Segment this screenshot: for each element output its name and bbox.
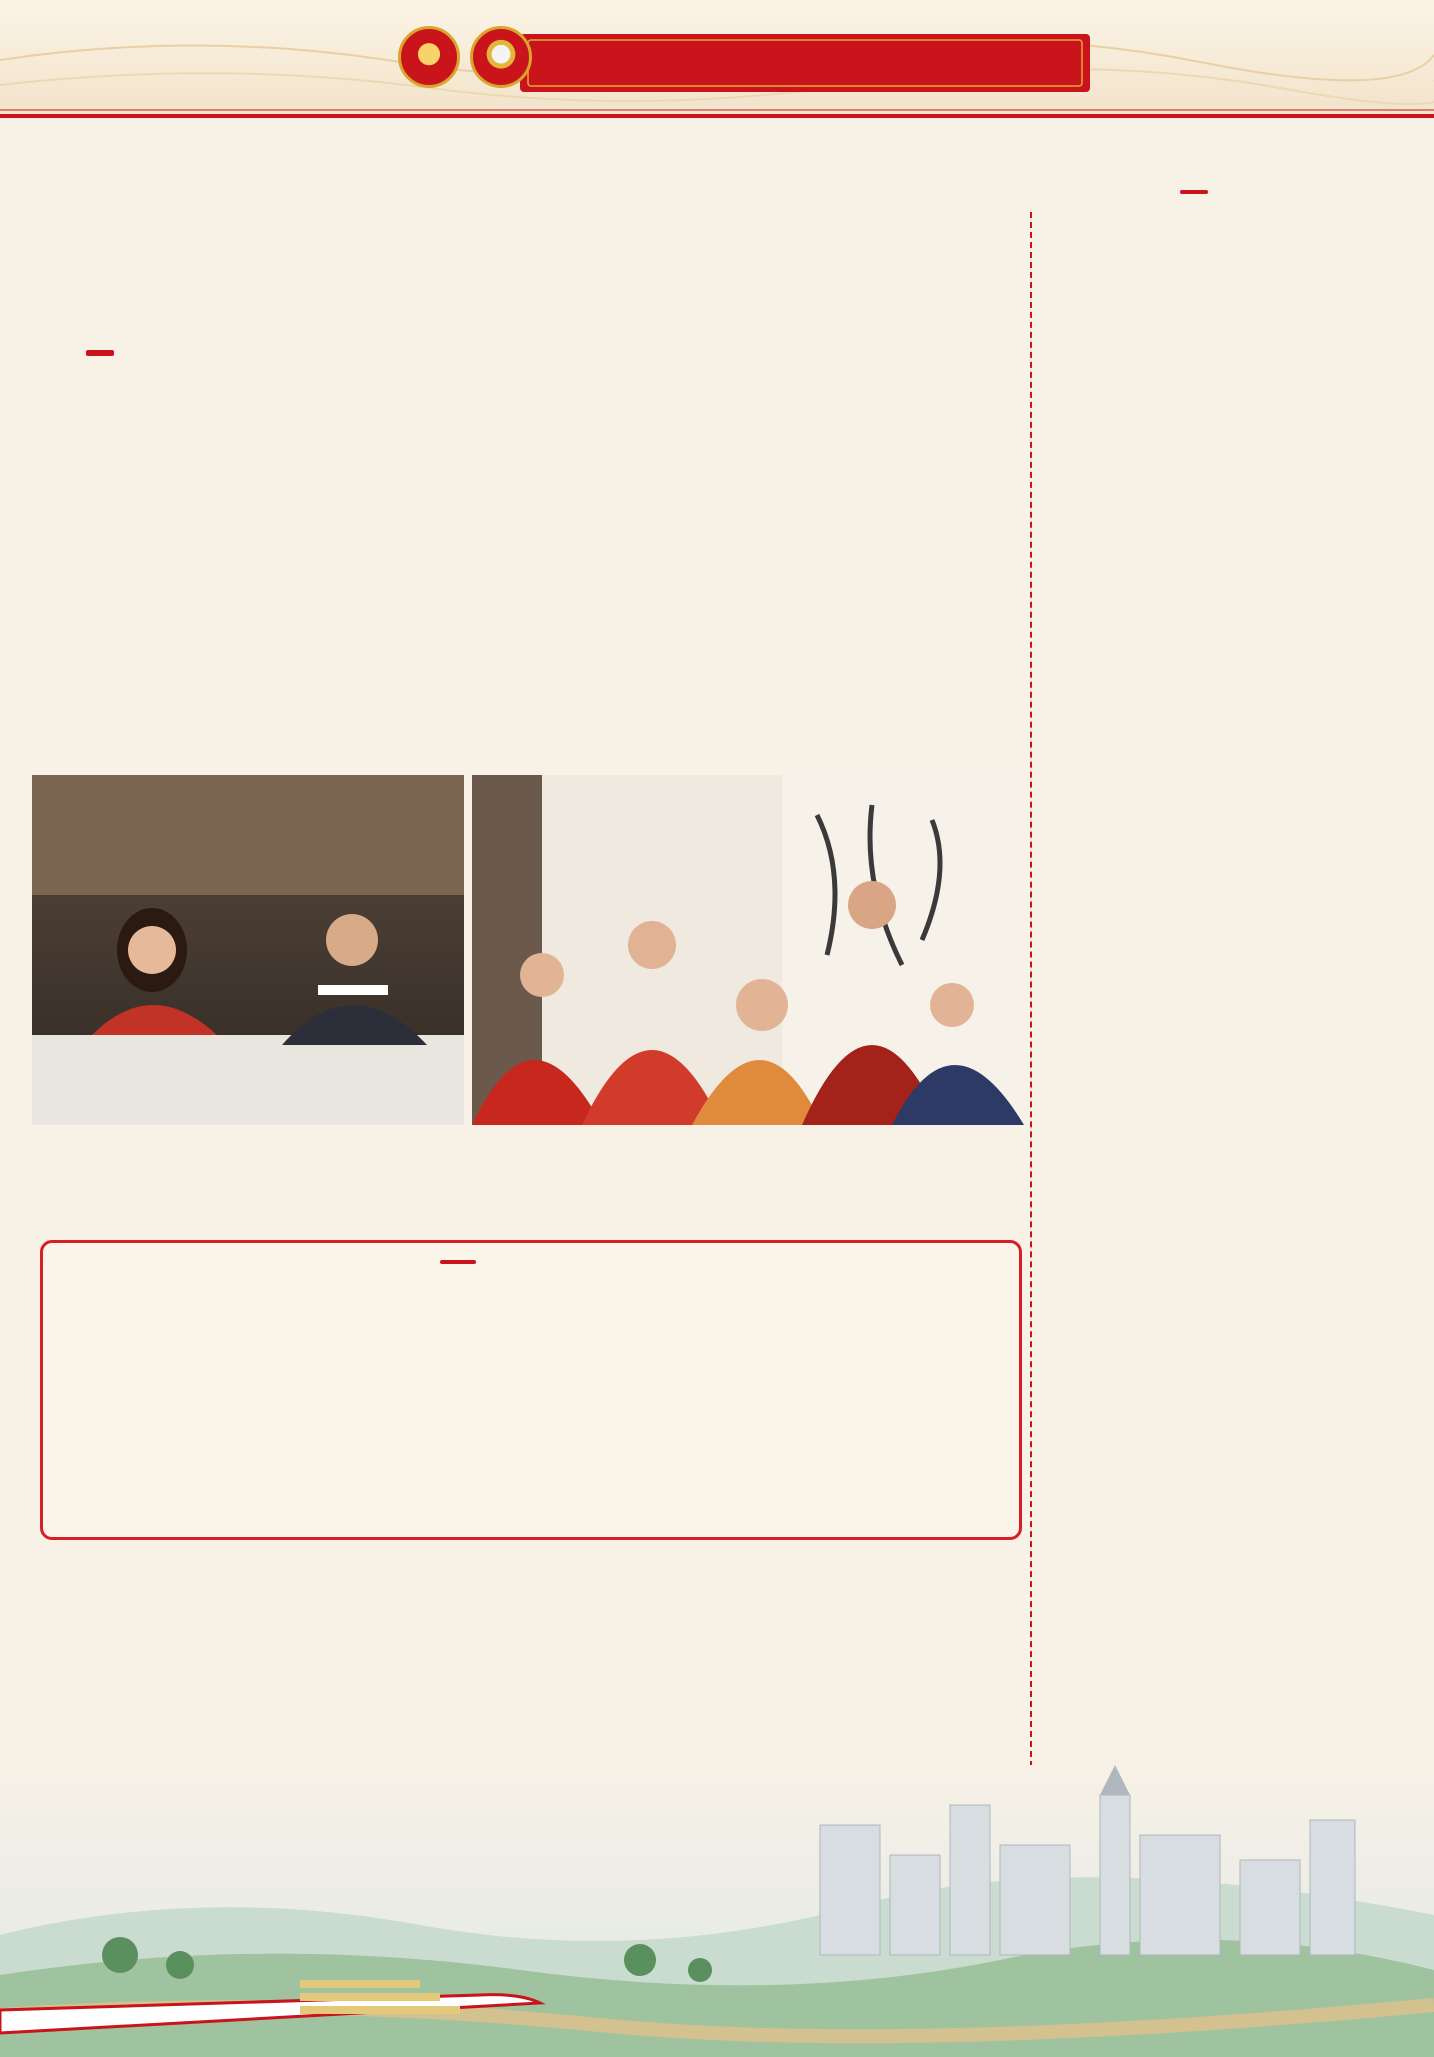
sidebar-tag — [1180, 190, 1208, 194]
highlight-column-2 — [295, 1412, 513, 1528]
section-tag — [86, 350, 114, 356]
second-column-1 — [56, 1702, 276, 1766]
banner-decoration — [0, 0, 1434, 118]
main-column-2 — [285, 352, 505, 724]
main-column-4 — [765, 352, 1010, 724]
masthead-banner — [0, 0, 1434, 118]
national-emblem-icon — [398, 26, 460, 88]
highlight-column-3 — [528, 1412, 758, 1528]
photo-cppcc-discussion — [472, 775, 1024, 1125]
sidebar-body-top — [1070, 268, 1275, 1048]
photo-npc-meeting — [32, 775, 464, 1125]
second-column-2 — [290, 1665, 512, 1765]
highlight-tag — [440, 1260, 476, 1264]
cppcc-emblem-icon — [470, 26, 532, 88]
highlight-column-1 — [60, 1448, 280, 1528]
second-column-4 — [770, 1556, 1010, 1766]
main-column-1 — [50, 424, 265, 724]
sidebar-body-bottom — [1050, 1060, 1412, 1760]
bottom-illustration — [0, 1765, 1434, 2057]
main-column-3 — [525, 352, 745, 724]
second-column-3 — [528, 1665, 758, 1765]
highlight-column-4 — [770, 1300, 1010, 1528]
